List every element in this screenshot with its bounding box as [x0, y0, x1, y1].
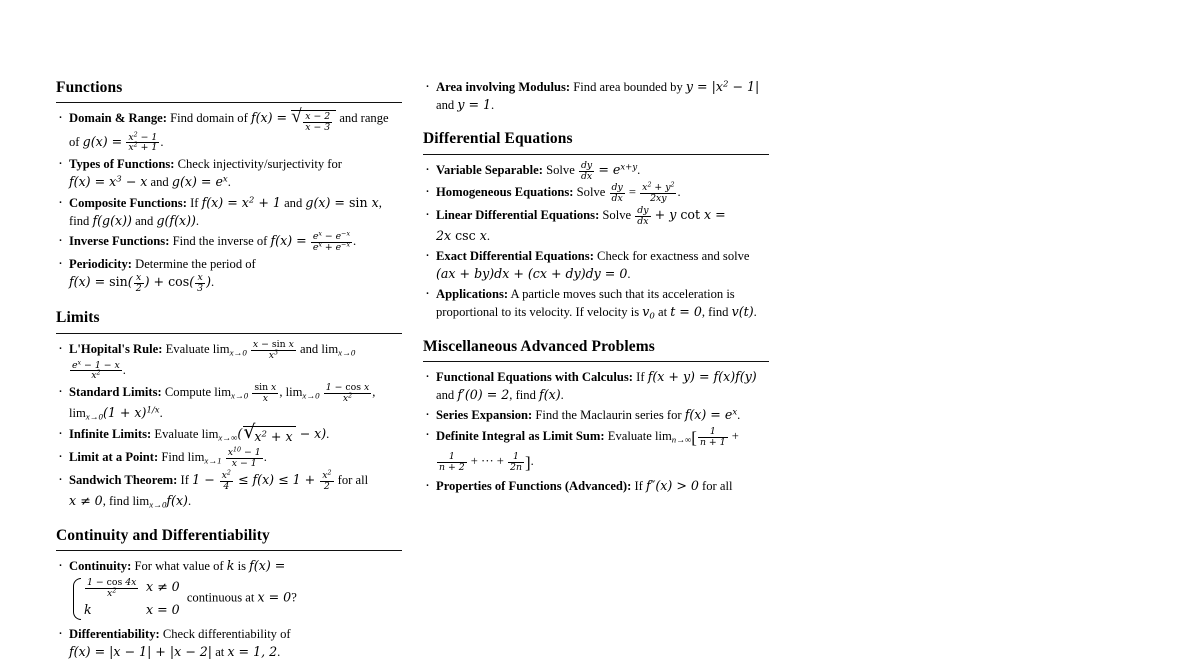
- formula-inequality: 1 − $\frac{x^2}{4}$ ≤ f(x) ≤ 1 + $\frac{x^2}{2}$: [192, 469, 332, 492]
- item-label: Limit at a Point:: [69, 450, 159, 465]
- formula-term-n: $\frac{1}{2n}$: [510, 450, 522, 473]
- item-text: Find the Maclaurin series for: [535, 408, 682, 423]
- left-column: [56, 78, 402, 663]
- item-applications: · Applications: A particle moves such that its acceleration is proportional to its velocity. If velocity is $v_0$ at t = 0, find v(t).: [423, 285, 769, 321]
- formula-1-cosx: $\frac{\text{1 − cos x}}{x^2}$: [325, 382, 370, 405]
- item-text: Determine the period of: [135, 256, 256, 271]
- item-area-involving-modulus: · Area involving Modulus: Find area bounded by $y = |x^2 - 1|$ and y = 1.: [423, 78, 769, 114]
- formula-dydx: $\frac{dy}{dx}$: [580, 159, 593, 182]
- section-heading-limits: Limits: [56, 309, 100, 327]
- heading-rule: [56, 102, 402, 103]
- item-exact-differential-equations: · Exact Differential Equations: Check for exactness and solve (ax + by)dx + (cx + dy)dy = 0.: [423, 247, 769, 283]
- item-text: Evaluate: [165, 341, 210, 356]
- formula-limit-1: $\lim_{x\to 0}$: [214, 385, 249, 402]
- formula-frac: $\frac{x^{10} - 1}{x - 1}$: [227, 446, 261, 469]
- formula-v0: $v_0$: [642, 304, 655, 322]
- item-text: Check differentiability of: [162, 626, 291, 641]
- item-text: If: [190, 195, 199, 210]
- item-composite-functions: · Composite Functions: If $f(x) = x^2 + 1$ and g(x) = sin x, find f(g(x)) and g(f(x)).: [56, 194, 402, 230]
- formula-fx: f(x) = sin( $\frac{x}{2}$ ) + cos( $\frac{x}{3}$ ): [69, 271, 211, 294]
- formula-fx-exp: $f(x) = e^x$: [684, 407, 738, 423]
- formula-k: k: [226, 558, 235, 574]
- formula-gx: g(x) =: [82, 133, 123, 149]
- item-text-2: at: [215, 644, 225, 659]
- formula-piecewise: $\frac{1 - \cos 4x}{x^2}$ x ≠ 0 k x = 0: [71, 576, 180, 621]
- item-list-differential-equations: [423, 161, 769, 322]
- formula-fgx: f(g(x)): [92, 212, 132, 228]
- item-infinite-limits: · Infinite Limits: Evaluate $\lim_{x\to\infty}$( √ $x^2 + x - x$).: [56, 425, 402, 446]
- item-text-2: is: [237, 559, 246, 574]
- formula-gx-exp: $g(x) = e^x$: [171, 174, 228, 190]
- section-heading-functions: Functions: [56, 79, 123, 96]
- formula-sqrt-fraction: √ $\frac{x - 2}{x - 3}$: [291, 110, 336, 133]
- formula-fxy: f(x + y) = f(x)f(y): [647, 368, 757, 384]
- item-text: Compute: [164, 385, 212, 400]
- item-text: Check injectivity/surjectivity for: [177, 157, 342, 172]
- item-linear-differential-equations: · Linear Differential Equations: Solve $\frac{dy}{dx}$ + y cot x = 2x csc x.: [423, 206, 769, 245]
- item-functional-equations: · Functional Equations with Calculus: If f(x + y) = f(x)f(y) and f′(0) = 2, find f(x).: [423, 368, 769, 404]
- formula-exact: (ax + by)dx + (cx + dy)dy = 0: [436, 266, 628, 282]
- formula-x-eq-0: x = 0: [257, 589, 292, 605]
- formula-limit: $\lim_{n\to\infty}$: [654, 429, 692, 445]
- item-label: Exact Differential Equations:: [436, 249, 594, 263]
- item-homogeneous-equations: · Homogeneous Equations: Solve $\frac{dy}{dx}$ = $\frac{x^2 + y^2}{2xy}$ .: [423, 183, 769, 204]
- formula-gx-sin: g(x) = sin x: [305, 194, 379, 210]
- item-text-2: and range of: [69, 111, 389, 149]
- item-text-2: and: [436, 388, 455, 402]
- item-definite-integral-limit-sum: · Definite Integral as Limit Sum: Evaluate $\lim_{n\to\infty}$[ $\frac{1}{n + 1}$ + $\frac{1}{n + 2}$ + ··· + $\frac{1}{2n}$ ].: [423, 426, 769, 475]
- item-label: Area involving Modulus:: [436, 80, 571, 94]
- section-continuity-differentiability: [56, 526, 402, 661]
- item-label: Series Expansion:: [436, 408, 533, 423]
- formula-fraction-gx: $\frac{x^2 - 1}{x^2 + 1}$: [128, 131, 158, 154]
- item-list-continued: [423, 78, 769, 114]
- item-label: Periodicity:: [69, 256, 132, 271]
- item-variable-separable: · Variable Separable: Solve $\frac{dy}{dx}$ = $e^{x+y}$.: [423, 161, 769, 182]
- item-text-2: and: [284, 195, 303, 210]
- item-label: Domain & Range:: [69, 111, 167, 126]
- item-label: Standard Limits:: [69, 385, 162, 400]
- heading-rule: [56, 550, 402, 551]
- formula-fprime: f′(0) = 2: [457, 387, 510, 402]
- formula-mid: + y cot x =: [654, 207, 726, 223]
- heading-rule: [56, 333, 402, 334]
- formula-rhs: 2x csc x: [436, 227, 487, 243]
- formula-rhs: $\frac{x^2 + y^2}{2xy}$: [642, 181, 675, 205]
- formula-x-neq-0: x ≠ 0: [69, 492, 103, 508]
- item-text-q: ?: [291, 590, 297, 605]
- item-text-2: at: [657, 305, 668, 320]
- item-label: Inverse Functions:: [69, 233, 170, 248]
- item-text: Find the inverse of: [172, 233, 268, 248]
- item-label: Linear Differential Equations:: [436, 208, 600, 223]
- formula-frac-2: $\frac{e^x - 1 - x}{x^2}$: [72, 359, 120, 382]
- item-text: Find: [161, 450, 185, 465]
- item-text: Find domain of: [170, 111, 248, 126]
- item-list-continuity: [56, 557, 402, 661]
- formula-abs: f(x) = |x − 1| + |x − 2|: [69, 643, 213, 659]
- formula-fx: f(x) =: [250, 110, 288, 126]
- formula-sinx-over-x: $\frac{\text{sin x}}{x}$: [254, 382, 277, 405]
- formula-limit: $\lim_{x\to 1}$: [187, 450, 222, 466]
- item-lhopitals-rule: · L'Hopital's Rule: Evaluate $\lim_{x\to 0}$ $\frac{\text{x − sin x}}{x^3}$ and $\lim_{x\to 0}$ $\frac{e^x - 1 - x}{x^2}$ .: [56, 340, 402, 382]
- item-label: Functional Equations with Calculus:: [436, 369, 633, 384]
- formula-dydx: $\frac{dy}{dx}$: [611, 182, 623, 205]
- formula-fx-cubic: $f(x) = x^3 - x$: [69, 174, 148, 190]
- item-domain-range: · Domain & Range: Find domain of f(x) = √ $\frac{x - 2}{x - 3}$ and range of g(x) = $\frac{x^2 - 1}{x^2 + 1}$ .: [56, 109, 402, 153]
- item-label: Types of Functions:: [69, 157, 175, 172]
- item-text-2: and: [300, 341, 319, 356]
- formula-fx: f(x) =: [270, 232, 307, 248]
- item-periodicity: · Periodicity: Determine the period of f(x) = sin( $\frac{x}{2}$ ) + cos( $\frac{x}{3}$ ).: [56, 255, 402, 294]
- item-text: If: [634, 479, 643, 494]
- formula-vt: v(t): [731, 304, 754, 320]
- formula-y-abs: $y = |x^2 - 1|$: [685, 79, 760, 94]
- formula-limit: $\lim_{x\to\infty}$: [201, 427, 238, 444]
- formula-points: x = 1, 2: [227, 643, 278, 659]
- section-heading-differential-equations: Differential Equations: [423, 130, 573, 148]
- item-text-2: for all: [337, 472, 369, 487]
- formula-gfx: g(f(x)): [156, 212, 196, 228]
- formula-limit-2: $\lim_{x\to 0}$: [285, 385, 320, 402]
- formula-limit-1: $\lim_{x\to 0}$: [212, 341, 247, 358]
- section-functions: [56, 78, 402, 293]
- item-inverse-functions: · Inverse Functions: Find the inverse of f(x) = $\frac{e^x - e^{-x}}{e^x + e^{-x}}$ .: [56, 232, 402, 253]
- item-label: Variable Separable:: [436, 162, 543, 177]
- item-label: Differentiability:: [69, 626, 160, 641]
- item-sandwich-theorem: · Sandwich Theorem: If 1 − $\frac{x^2}{4}$ ≤ f(x) ≤ 1 + $\frac{x^2}{2}$ for all x ≠ 0, find $\lim_{x\to 0}f(x)$.: [56, 471, 402, 511]
- item-series-expansion: · Series Expansion: Find the Maclaurin series for $f(x) = e^x$.: [423, 406, 769, 424]
- item-list-miscellaneous: [423, 368, 769, 496]
- heading-rule: [423, 154, 769, 155]
- formula-fx: f(x): [539, 387, 561, 402]
- item-text-4: and: [135, 213, 154, 228]
- item-text: Evaluate: [154, 427, 199, 442]
- item-text: Solve: [546, 162, 575, 177]
- item-text: Solve: [602, 208, 632, 223]
- formula-fpp: f″(x) > 0: [646, 478, 699, 494]
- item-text-3: continuous at: [186, 590, 255, 605]
- item-continuity: [56, 557, 402, 622]
- item-list-limits: [56, 340, 402, 511]
- item-types-of-functions: · Types of Functions: Check injectivity/surjectivity for $f(x) = x^3 - x$ and $g(x) = e^x$.: [56, 155, 402, 191]
- item-label: Continuity:: [69, 559, 132, 574]
- item-text: Solve: [576, 185, 606, 200]
- item-label: Properties of Functions (Advanced):: [436, 479, 632, 494]
- item-label: L'Hopital's Rule:: [69, 341, 163, 356]
- section-miscellaneous-advanced-problems: [423, 337, 769, 496]
- item-text: Check for exactness and solve: [597, 249, 750, 263]
- formula-t-eq-0: t = 0: [670, 304, 702, 320]
- item-text: Evaluate: [607, 429, 652, 444]
- formula-limit-2: $\lim_{x\to 0}$: [321, 341, 356, 358]
- item-text: For what value of: [134, 559, 224, 574]
- item-text-2: and: [150, 175, 169, 190]
- section-limits: [56, 308, 402, 510]
- item-text: If: [180, 472, 189, 487]
- heading-rule: [423, 361, 769, 362]
- item-text-2: for all: [702, 479, 733, 494]
- formula-fx: f(x) =: [249, 558, 286, 574]
- item-properties-of-functions: [423, 477, 769, 495]
- item-label: Applications:: [436, 287, 509, 302]
- item-label: Sandwich Theorem:: [69, 472, 178, 487]
- item-label: Infinite Limits:: [69, 427, 152, 442]
- formula-frac-1: $\frac{\text{x − sin x}}{x^3}$: [252, 338, 294, 361]
- formula-limit: $\lim_{x\to 0}$: [132, 493, 167, 510]
- item-text: If: [636, 369, 645, 384]
- formula-rhs: = $e^{x+y}$: [598, 161, 638, 177]
- formula-tanh: $\frac{e^x - e^{-x}}{e^x + e^{-x}}$: [312, 230, 351, 253]
- right-column: [423, 78, 769, 497]
- section-heading-continuity: Continuity and Differentiability: [56, 526, 270, 544]
- formula-limit-3: $\lim_{x\to 0}$: [69, 406, 103, 422]
- item-standard-limits: · Standard Limits: Compute $\lim_{x\to 0}$ $\frac{\text{sin x}}{x}$ , $\lim_{x\to 0}$ $\frac{\text{1 − cos x}}{x^2}$ , $\lim_{x\to 0}(1 + x)^{1/x}$.: [56, 383, 402, 423]
- item-limit-at-a-point: · Limit at a Point: Find $\lim_{x\to 1}$ $\frac{x^{10} - 1}{x - 1}$ .: [56, 448, 402, 469]
- item-label: Composite Functions:: [69, 195, 187, 210]
- item-text-2: and: [436, 98, 455, 113]
- formula-term-1: $\frac{1}{n + 1}$: [699, 426, 726, 449]
- formula-fx-sq: $f(x) = x^2 + 1$: [201, 194, 281, 210]
- section-heading-miscellaneous: Miscellaneous Advanced Problems: [423, 337, 655, 355]
- item-differentiability: · Differentiability: Check differentiability of f(x) = |x − 1| + |x − 2| at x = 1, 2.: [56, 625, 402, 661]
- formula-term-2: $\frac{1}{n + 2}$: [439, 450, 465, 473]
- formula-dydx: $\frac{dy}{dx}$: [637, 205, 649, 227]
- item-list-functions: [56, 109, 402, 293]
- item-text: Find area bounded by: [573, 80, 683, 94]
- section-continued: [423, 78, 769, 114]
- item-label: Homogeneous Equations:: [436, 185, 574, 200]
- formula-y-eq-1: y = 1: [457, 97, 492, 113]
- section-differential-equations: [423, 129, 769, 321]
- item-text: A particle moves such that its acceleration is proportional to its velocity. If velocity is: [436, 287, 735, 320]
- item-label: Definite Integral as Limit Sum:: [436, 429, 605, 444]
